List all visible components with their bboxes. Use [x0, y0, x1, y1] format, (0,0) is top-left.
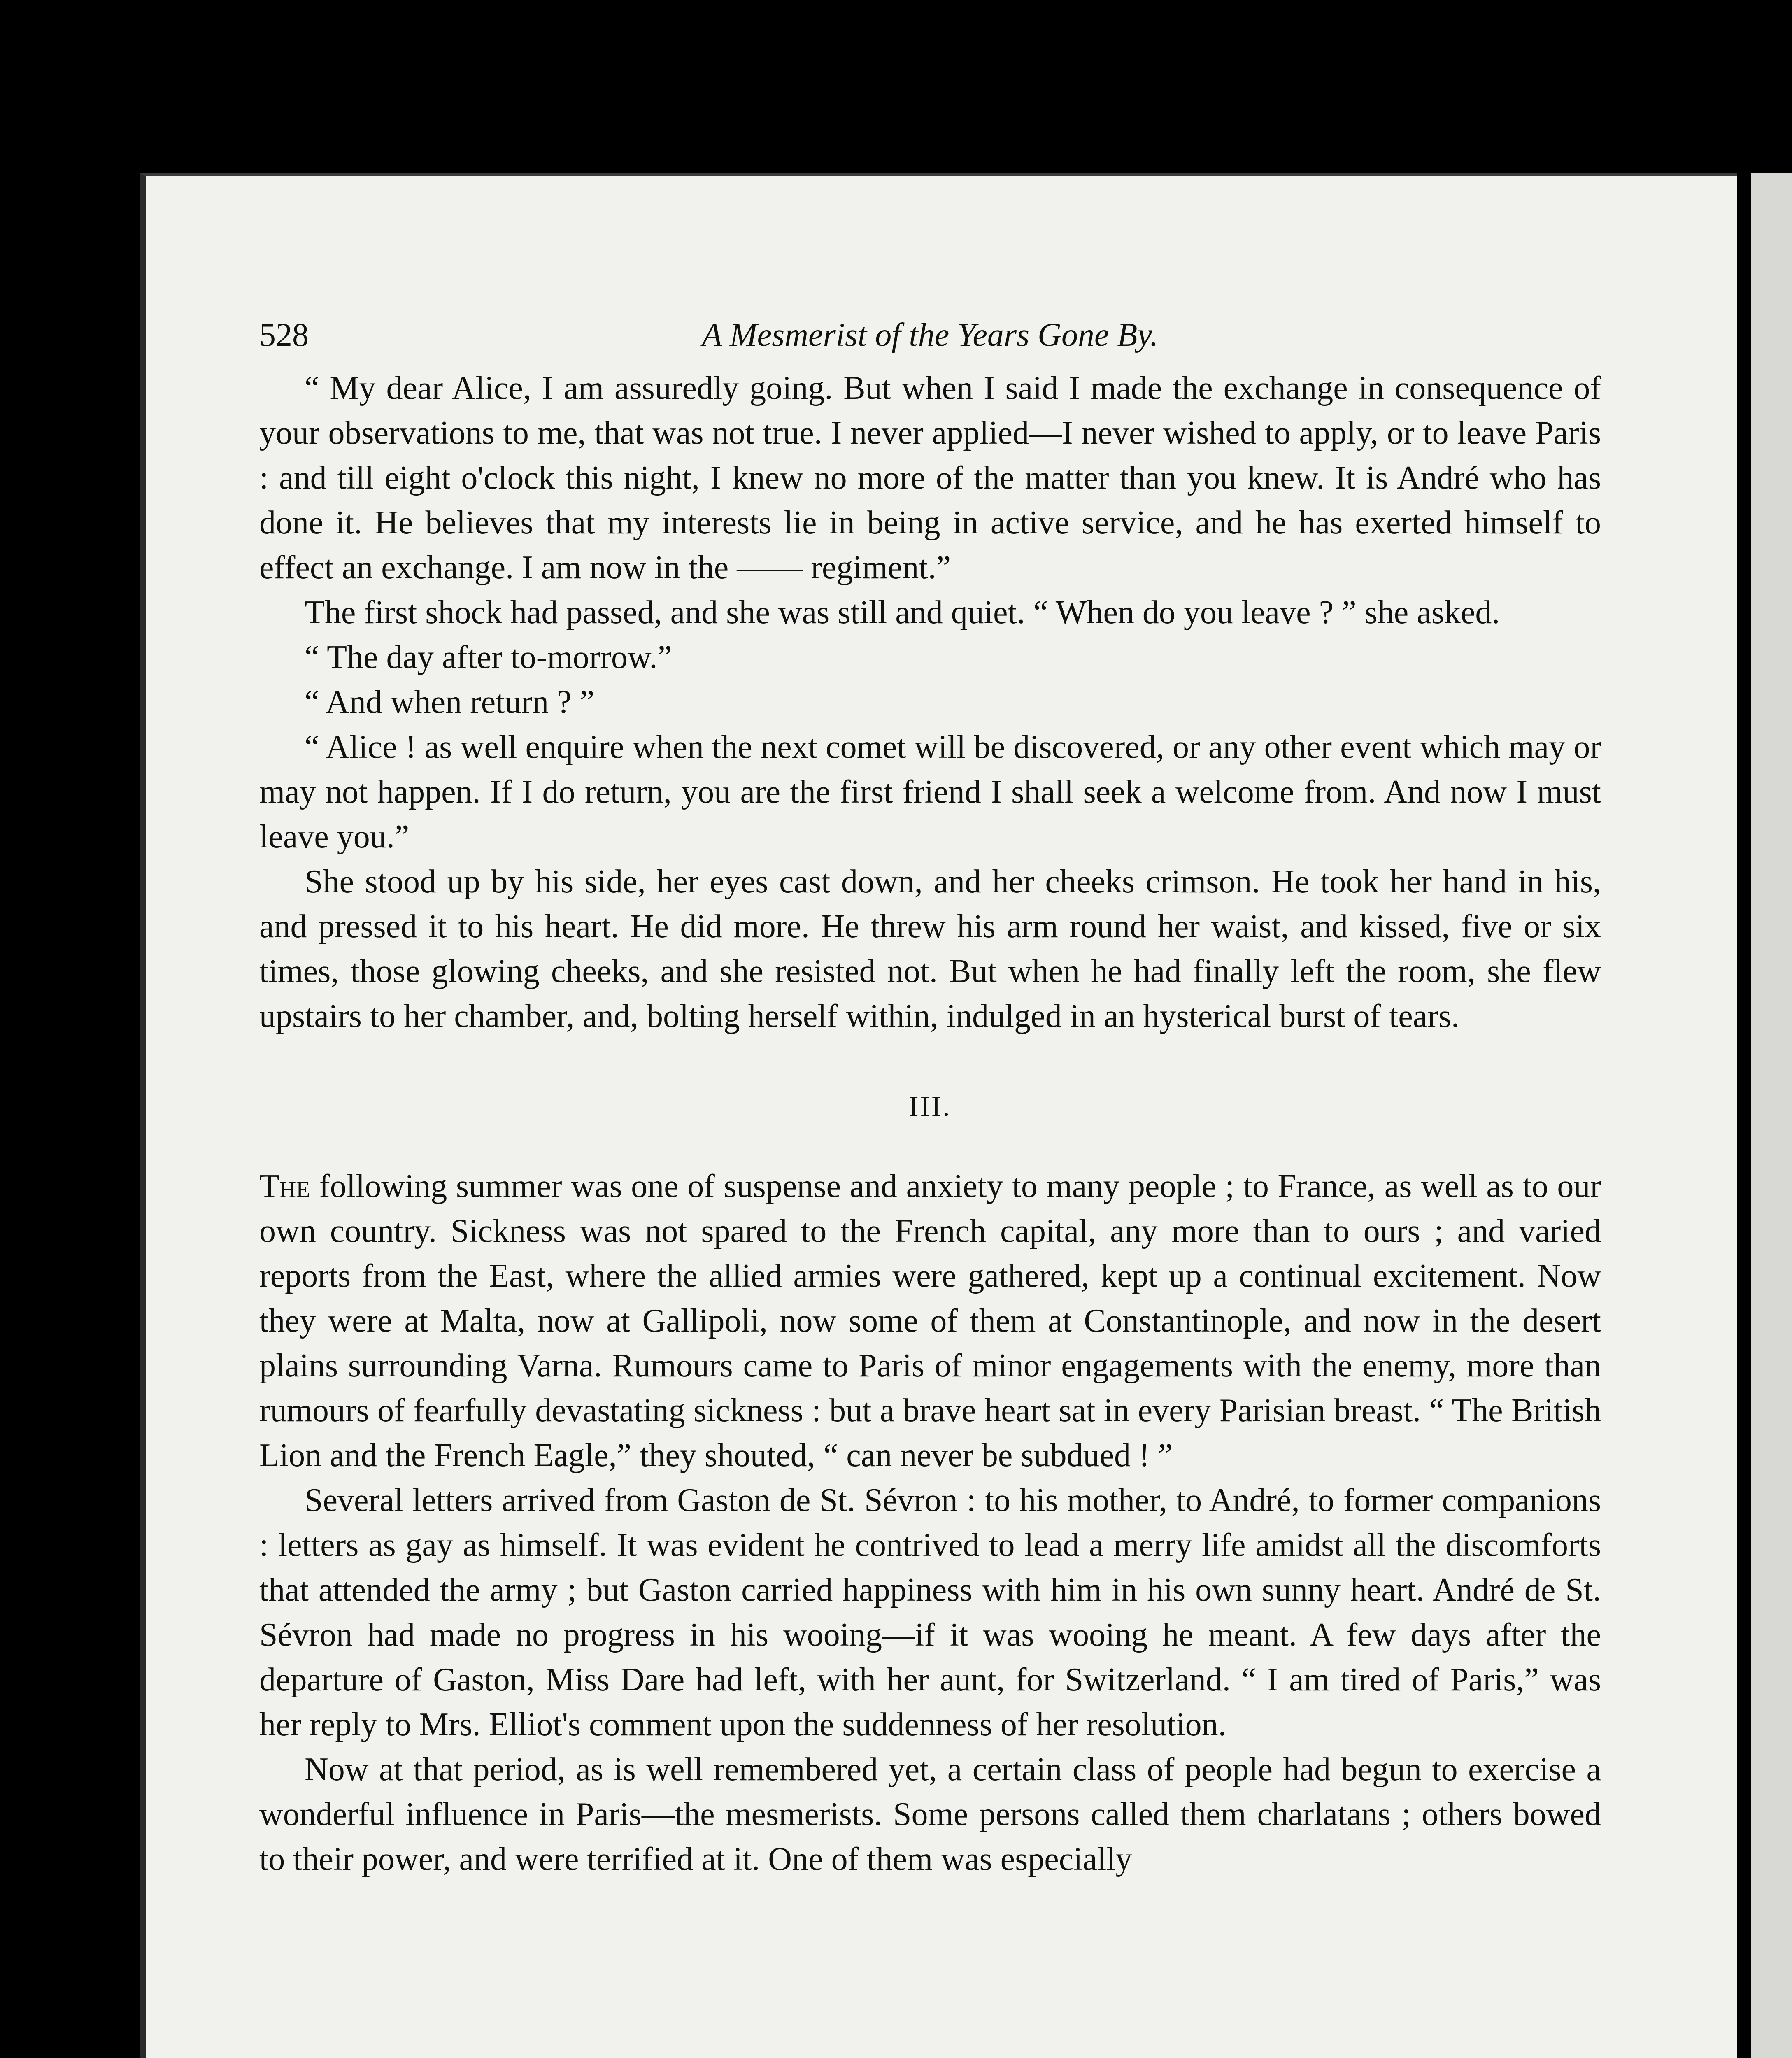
paragraph: “ The day after to-morrow.” [305, 639, 672, 675]
paragraph: Several letters arrived from Gaston de St. Sévron : to his mother, to André, to former companions : letters as gay as himself. It was evident he contrived to lead a merry life amidst all the discomforts that attended the army ; but Gaston carried happiness with him in his own sunny heart. André de St. Sévron had made no progress in his wooing—if it was wooing he meant. A few days after the departure of Gaston, Miss Dare had left, with her aunt, for Switzerland. “ I am tired of Paris,” was her reply to Mrs. Elliot's comment upon the suddenness of her resolution. [259, 1482, 1601, 1743]
adjacent-page-edge [1751, 173, 1792, 2058]
paragraph: She stood up by his side, her eyes cast down, and her cheeks crimson. He took her hand in his, and pressed it to his heart. He did more. He threw his arm round her waist, and kissed, five or six times, those glowing cheeks, and she resisted not. But when he had finally left the room, she flew upstairs to her chamber, and, bolting herself within, indulged in an hysterical burst of tears. [259, 864, 1601, 1034]
paragraph: Now at that period, as is well remembered yet, a certain class of people had begun to exercise a wonderful influence in Paris—the mesmerists. Some persons called them charlatans ; others bowed to their power, and were terrified at it. One of them was especially [259, 1751, 1601, 1877]
paragraph: “ My dear Alice, I am assuredly going. But when I said I made the exchange in consequence of your observations to me, that was not true. I never applied—I never wished to apply, or to leave Paris : and till eight o'clock this night, I knew no more of the matter than you knew. It is André who has done it. He believes that my interests lie in being in active service, and he has exerted himself to effect an exchange. I am now in the —— regiment.” [259, 370, 1601, 586]
page-header [259, 313, 1601, 358]
section-opening-text: following summer was one of suspense and anxiety to many people ; to France, as well as to our own country. Sickness was not spared to the French capital, any more than to ours ; and varied reports from the East, where the allied armies were gathered, kept up a continual excitement. Now they were at Malta, now at Gallipoli, now some of them at Constantinople, and now in the desert plains surrounding Varna. Rumours came to Paris of minor engagements with the enemy, more than rumours of fearfully devastating sickness : but a brave heart sat in every Parisian breast. “ The British Lion and the French Eagle,” they shouted, “ can never be subdued ! ” [259, 1168, 1601, 1474]
section-first-word: The [259, 1168, 310, 1204]
paragraph: “ And when return ? ” [305, 684, 595, 720]
paragraph: “ Alice ! as well enquire when the next comet will be discovered, or any other event which may or may not happen. If I do return, you are the first friend I shall seek a welcome from. And now I must leave you.” [259, 729, 1601, 855]
page-number: 528 [259, 317, 309, 353]
running-title: A Mesmerist of the Years Gone By. [702, 317, 1159, 353]
section-opening-paragraph [259, 1164, 1601, 1478]
page-text [259, 313, 1601, 1882]
paragraph: The first shock had passed, and she was still and quiet. “ When do you leave ? ” she asked. [305, 594, 1500, 631]
section-heading: III. [909, 1091, 952, 1122]
